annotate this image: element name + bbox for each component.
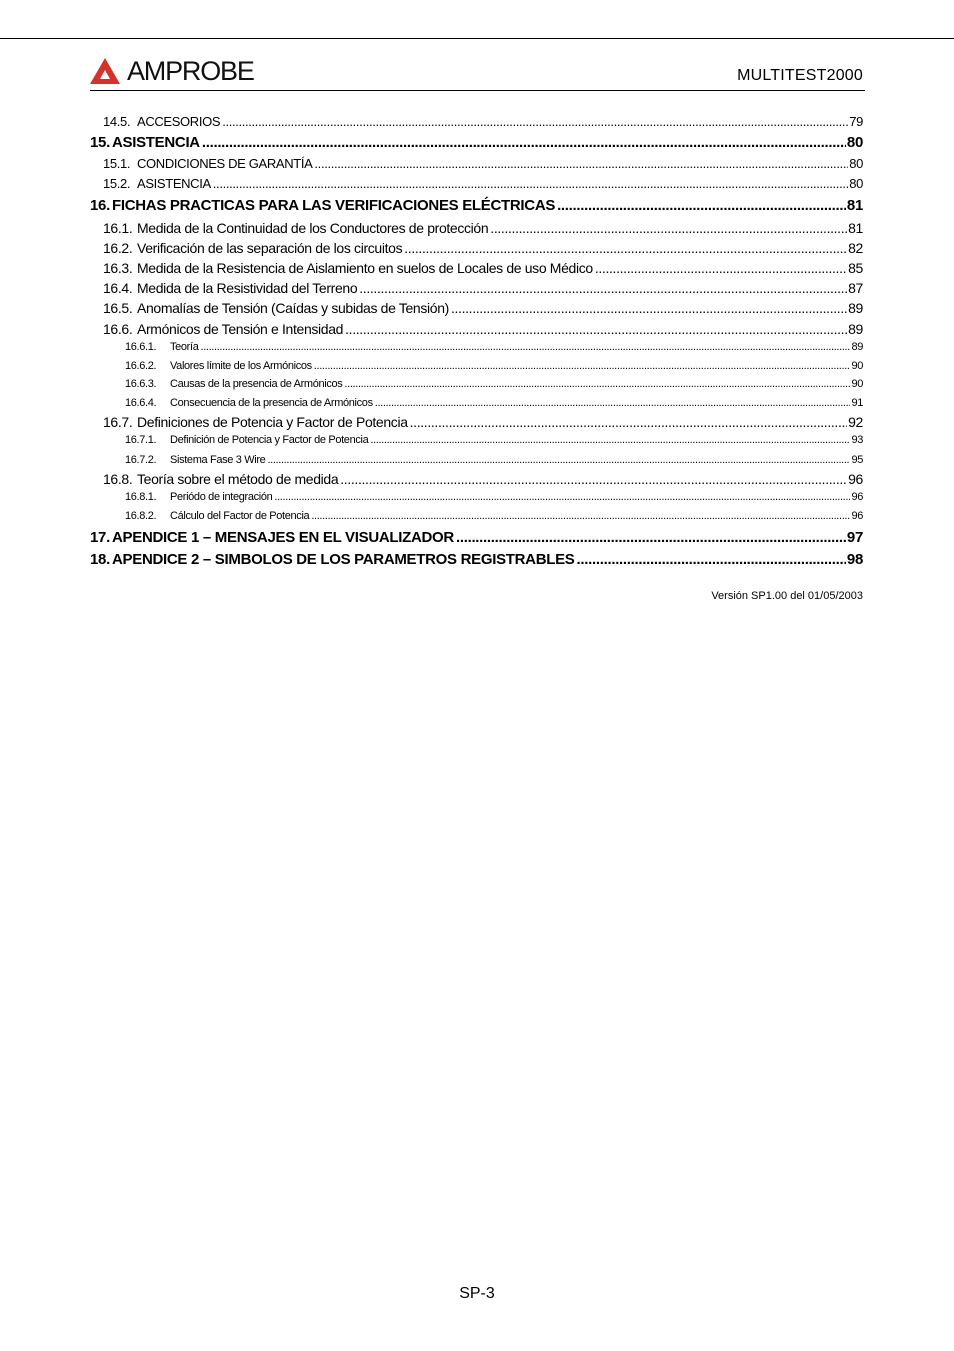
version-note: Versión SP1.00 del 01/05/2003: [711, 590, 863, 602]
toc-entry-page: 87: [848, 280, 863, 296]
toc-entry-title: Armónicos de Tensión e Intensidad: [137, 321, 344, 337]
toc-entry-page: 80: [849, 176, 863, 191]
toc-entry-page: 79: [849, 114, 863, 129]
toc-entry-number: 16.8.1.: [125, 491, 157, 503]
brand-name: AMPROBE: [127, 56, 254, 86]
toc-entry-title: APENDICE 2 – SIMBOLOS DE LOS PARAMETROS REGISTRABLES: [112, 551, 575, 568]
toc-entry-number: 16.2.: [103, 240, 133, 256]
toc-dot-leader: [451, 300, 847, 316]
toc-entry-title: ASISTENCIA: [112, 134, 200, 151]
toc-dot-leader: [200, 341, 850, 353]
toc-entry-page: 82: [848, 240, 863, 256]
toc-entry-title: APENDICE 1 – MENSAJES EN EL VISUALIZADOR: [112, 529, 454, 546]
toc-entry: [90, 510, 863, 522]
toc-entry-title: Medida de la Resistividad del Terreno: [137, 280, 358, 296]
toc-dot-leader: [370, 434, 850, 446]
toc-dot-leader: [311, 510, 850, 522]
toc-entry-page: 80: [846, 134, 863, 151]
toc-entry: [90, 220, 863, 236]
toc-entry: [90, 197, 863, 214]
toc-dot-leader: [595, 260, 847, 276]
toc-entry-title: Periódo de integración: [170, 491, 273, 503]
toc-entry-page: 89: [851, 341, 863, 353]
toc-dot-leader: [359, 280, 847, 296]
toc-dot-leader: [213, 176, 848, 191]
toc-dot-leader: [314, 360, 851, 372]
toc-entry-page: 90: [851, 360, 863, 372]
toc-entry-title: Cálculo del Factor de Potencia: [170, 510, 310, 522]
toc-entry-number: 14.5.: [103, 114, 131, 129]
toc-entry-page: 90: [851, 378, 863, 390]
toc-dot-leader: [345, 321, 847, 337]
toc-entry-page: 92: [848, 414, 863, 430]
toc-entry-number: 16.7.2.: [125, 454, 157, 466]
toc-dot-leader: [557, 197, 846, 214]
toc-dot-leader: [490, 220, 847, 236]
toc-dot-leader: [404, 240, 847, 256]
toc-entry: [90, 471, 863, 487]
toc-dot-leader: [577, 551, 846, 568]
toc-entry: [90, 134, 863, 151]
toc-entry-page: 81: [846, 197, 863, 214]
toc-entry-title: Verificación de las separación de los circuitos: [137, 240, 403, 256]
toc-entry-number: 15.1.: [103, 156, 131, 171]
toc-entry-title: CONDICIONES DE GARANTÍA: [137, 156, 313, 171]
toc-entry-number: 15.: [90, 134, 110, 151]
toc-entry-number: 15.2.: [103, 176, 131, 191]
toc-entry: [90, 156, 863, 171]
toc-entry-title: Sistema Fase 3 Wire: [170, 454, 266, 466]
toc-entry-title: Medida de la Continuidad de los Conductores de protección: [137, 220, 489, 236]
toc-entry-title: Teoría: [170, 341, 199, 353]
toc-entry-number: 18.: [90, 551, 110, 568]
toc-entry-page: 95: [851, 454, 863, 466]
toc-entry-title: Consecuencia de la presencia de Armónicos: [170, 397, 373, 409]
toc-dot-leader: [344, 378, 850, 390]
toc-entry-page: 81: [848, 220, 863, 236]
toc-entry: [90, 551, 863, 568]
toc-dot-leader: [267, 454, 850, 466]
toc-entry-title: ACCESORIOS: [137, 114, 221, 129]
toc-entry: [90, 321, 863, 337]
toc-entry-page: 89: [848, 321, 863, 337]
toc-entry-title: Definiciones de Potencia y Factor de Potencia: [137, 414, 408, 430]
toc-entry: [90, 360, 863, 372]
toc-entry-number: 17.: [90, 529, 110, 546]
toc-entry-number: 16.5.: [103, 300, 133, 316]
toc-entry: [90, 378, 863, 390]
toc-dot-leader: [222, 114, 848, 129]
toc-entry-number: 16.7.: [103, 414, 133, 430]
toc-entry: [90, 414, 863, 430]
toc-entry-number: 16.8.2.: [125, 510, 157, 522]
toc-entry-number: 16.6.1.: [125, 341, 157, 353]
toc-entry-number: 16.7.1.: [125, 434, 157, 446]
toc-dot-leader: [340, 471, 847, 487]
toc-entry-page: 98: [846, 551, 863, 568]
toc-entry-page: 96: [851, 510, 863, 522]
top-rule: [0, 38, 954, 39]
toc-entry: [90, 280, 863, 296]
toc-entry: [90, 454, 863, 466]
brand-logo: [90, 56, 254, 86]
toc-entry-number: 16.8.: [103, 471, 133, 487]
toc-dot-leader: [410, 414, 847, 430]
toc-entry-title: ASISTENCIA: [137, 176, 211, 191]
toc-entry: [90, 300, 863, 316]
model-name: MULTITEST2000: [737, 67, 863, 84]
toc-entry-number: 16.3.: [103, 260, 133, 276]
toc-entry-title: Causas de la presencia de Armónicos: [170, 378, 343, 390]
toc-dot-leader: [202, 134, 846, 151]
toc-entry-title: Valores límite de los Armónicos: [170, 360, 312, 372]
toc-entry: [90, 491, 863, 503]
toc-entry-number: 16.6.: [103, 321, 133, 337]
toc-entry: [90, 341, 863, 353]
toc-entry-page: 96: [848, 471, 863, 487]
toc-entry-title: Anomalías de Tensión (Caídas y subidas de Tensión): [137, 300, 449, 316]
toc-dot-leader: [274, 491, 850, 503]
toc-entry: [90, 260, 863, 276]
toc-entry: [90, 176, 863, 191]
toc-dot-leader: [314, 156, 848, 171]
warning-triangle-logo-icon: [90, 58, 120, 84]
toc-entry-number: 16.1.: [103, 220, 133, 236]
toc-entry-number: 16.6.4.: [125, 397, 157, 409]
page-number: SP-3: [459, 1285, 495, 1302]
toc-entry-page: 96: [851, 491, 863, 503]
toc-entry-title: FICHAS PRACTICAS PARA LAS VERIFICACIONES ELÉCTRICAS: [112, 197, 556, 214]
toc-entry-page: 89: [848, 300, 863, 316]
toc-entry-page: 85: [848, 260, 863, 276]
toc-entry: [90, 114, 863, 129]
toc-entry-title: Medida de la Resistencia de Aislamiento en suelos de Locales de uso Médico: [137, 260, 593, 276]
toc-entry-page: 97: [846, 529, 863, 546]
toc-entry-title: Teoría sobre el método de medida: [137, 471, 339, 487]
toc-dot-leader: [456, 529, 846, 546]
toc-entry-number: 16.4.: [103, 280, 133, 296]
toc-dot-leader: [375, 397, 851, 409]
toc-entry: [90, 240, 863, 256]
toc-entry: [90, 529, 863, 546]
toc-entry-number: 16.6.2.: [125, 360, 157, 372]
toc-entry-number: 16.: [90, 197, 110, 214]
toc-entry-page: 91: [851, 397, 863, 409]
toc-entry: [90, 397, 863, 409]
toc-entry-page: 80: [849, 156, 863, 171]
toc-entry-title: Definición de Potencia y Factor de Potencia: [170, 434, 369, 446]
toc-entry-page: 93: [851, 434, 863, 446]
toc-entry-number: 16.6.3.: [125, 378, 157, 390]
page-header: [90, 56, 865, 91]
toc-entry: [90, 434, 863, 446]
